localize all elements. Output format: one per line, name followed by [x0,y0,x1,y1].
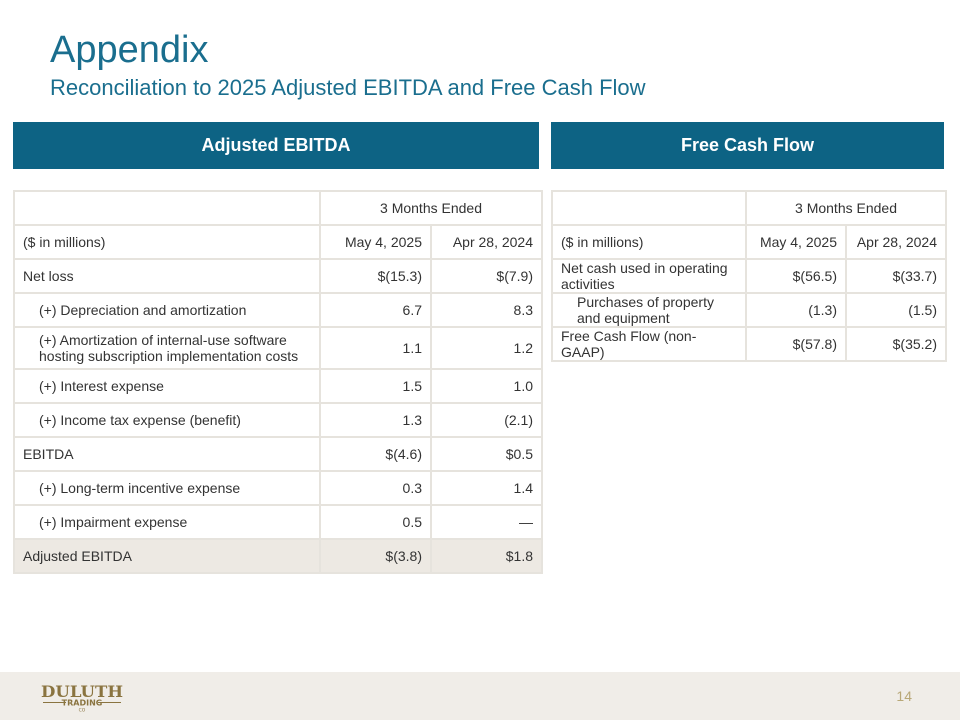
row-value-prior: (1.5) [846,293,946,327]
row-value-current: 6.7 [320,293,431,327]
row-value-current: $(3.8) [320,539,431,573]
adjusted-ebitda-table [13,190,543,574]
period-row [14,191,542,225]
duluth-trading-logo [40,682,124,712]
table-row [14,293,542,327]
row-value-current: 0.3 [320,471,431,505]
row-value-prior: $(7.9) [431,259,542,293]
row-value-current: $(4.6) [320,437,431,471]
page-title: Appendix [50,29,209,71]
empty-cell [14,191,320,225]
period-label: 3 Months Ended [320,191,542,225]
units-header: ($ in millions) [14,225,320,259]
period-row [552,191,946,225]
row-value-current: 1.1 [320,327,431,369]
total-row [552,327,946,361]
row-label: EBITDA [14,437,320,471]
table-row [552,293,946,327]
row-label: (+) Impairment expense [14,505,320,539]
row-value-prior: — [431,505,542,539]
column-header-row [552,225,946,259]
row-label: (+) Long-term incentive expense [14,471,320,505]
column-header-current: May 4, 2025 [320,225,431,259]
free-cash-flow-header: Free Cash Flow [551,122,944,169]
table-row [14,259,542,293]
row-value-prior: $0.5 [431,437,542,471]
table-row [552,259,946,293]
row-value-current: 0.5 [320,505,431,539]
row-label: Net cash used in operating activities [552,259,746,293]
row-value-current: 1.5 [320,369,431,403]
column-header-prior: Apr 28, 2024 [431,225,542,259]
page-subtitle: Reconciliation to 2025 Adjusted EBITDA and Free Cash Flow [50,75,646,100]
row-label: Free Cash Flow (non-GAAP) [552,327,746,361]
column-header-row [14,225,542,259]
row-value-prior: $(33.7) [846,259,946,293]
adjusted-ebitda-header: Adjusted EBITDA [13,122,539,169]
units-header: ($ in millions) [552,225,746,259]
row-label: (+) Income tax expense (benefit) [14,403,320,437]
table-row [14,327,542,369]
row-value-prior: 1.0 [431,369,542,403]
table-row [14,437,542,471]
period-label: 3 Months Ended [746,191,946,225]
row-value-prior: $1.8 [431,539,542,573]
total-row [14,539,542,573]
row-value-current: $(57.8) [746,327,846,361]
column-header-current: May 4, 2025 [746,225,846,259]
svg-text:DULUTH: DULUTH [41,682,123,701]
svg-text:TRADING: TRADING [61,698,103,708]
row-value-current: $(56.5) [746,259,846,293]
free-cash-flow-table [551,190,947,362]
column-header-prior: Apr 28, 2024 [846,225,946,259]
row-value-prior: 1.2 [431,327,542,369]
row-value-current: (1.3) [746,293,846,327]
row-value-prior: (2.1) [431,403,542,437]
page-number: 14 [896,688,912,704]
table-row [14,471,542,505]
row-value-prior: $(35.2) [846,327,946,361]
row-value-current: 1.3 [320,403,431,437]
row-label: (+) Depreciation and amortization [14,293,320,327]
row-value-prior: 8.3 [431,293,542,327]
footer-bar [0,672,960,720]
table-row [14,403,542,437]
row-label: (+) Interest expense [14,369,320,403]
row-label: (+) Amortization of internal-use software hosting subscription implementation costs [14,327,320,369]
row-label: Adjusted EBITDA [14,539,320,573]
table-row [14,505,542,539]
svg-text:CO: CO [78,708,86,712]
empty-cell [552,191,746,225]
table-row [14,369,542,403]
row-label: Purchases of property and equipment [552,293,746,327]
row-label: Net loss [14,259,320,293]
row-value-prior: 1.4 [431,471,542,505]
row-value-current: $(15.3) [320,259,431,293]
